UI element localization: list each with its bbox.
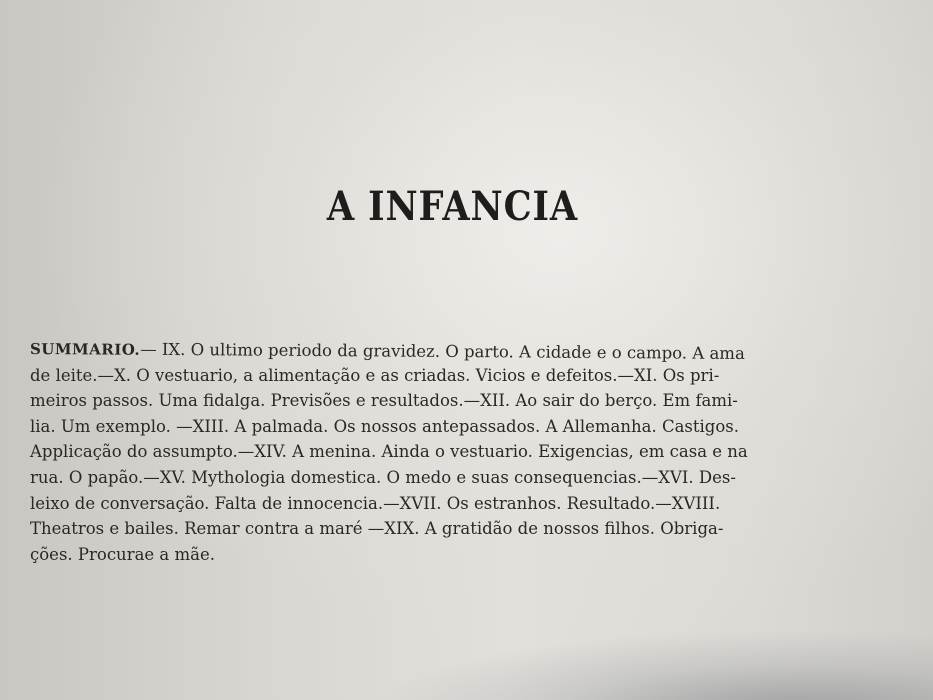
summary-line-7: leixo de conversação. Falta de innocencia.—XVII. Os estranhos. Resultado.—XVIII. [30,493,721,513]
chapter-title: A INFANCIA [326,183,579,230]
summary-line-6: rua. O papão.—XV. Mythologia domestica. O medo e suas consequencias.—XVI. Des- [30,467,736,487]
summary-line-8: Theatros e bailes. Remar contra a maré —XIX. A gratidão de nossos filhos. Obriga- [30,519,724,539]
summary-line-3: meiros passos. Uma fidalga. Previsões e resultados.—XII. Ao sair do berço. Em fami- [30,391,738,411]
summary-line-9: ções. Procurae a mãe. [30,544,215,564]
summary-line-5: Applicação do assumpto.—XIV. A menina. Ainda o vestuario. Exigencias, em casa e na [30,442,748,462]
summary-line-2: de leite.—X. O vestuario, a alimentação e as criadas. Vicios e defeitos.—XI. Os pri- [30,365,720,385]
summary-label: SUMMARIO. [29,340,141,359]
summary-line-text: — IX. O ultimo periodo da gravidez. O parto. A cidade e o campo. A ama [140,339,745,363]
page-shadow [373,610,933,700]
summary-line-4: lia. Um exemplo. —XIII. A palmada. Os nossos antepassados. A Allemanha. Castigos. [30,416,740,436]
chapter-summary [30,336,870,567]
